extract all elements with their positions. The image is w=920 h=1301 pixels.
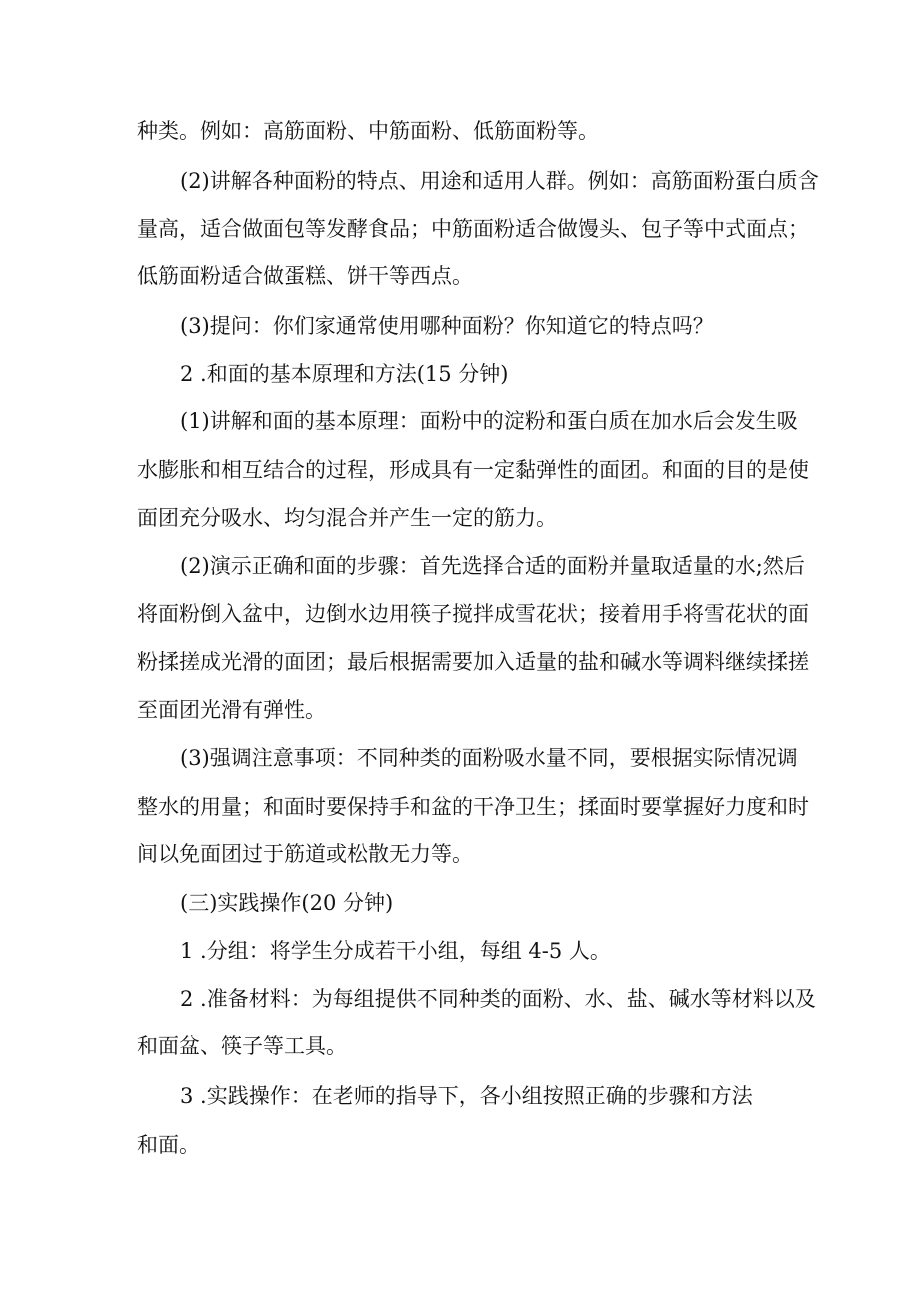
section-heading: (三)实践操作(20 分钟) [180,891,394,915]
text-line: 将面粉倒入盆中，边倒水边用筷子搅拌成雪花状；接着用手将雪花状的面 [137,602,809,626]
text-line: (3)强调注意事项：不同种类的面粉吸水量不同，要根据实际情况调 [180,746,798,770]
text-line: (2)讲解各种面粉的特点、用途和适用人群。例如：高筋面粉蛋白质含 [180,169,819,193]
text-line: 2 .准备材料：为每组提供不同种类的面粉、水、盐、碱水等材料以及 [180,987,816,1011]
text-line: 面团充分吸水、均匀混合并产生一定的筋力。 [137,506,557,530]
section-heading: 2 .和面的基本原理和方法(15 分钟) [180,362,509,386]
text-line: 3 .实践操作：在老师的指导下，各小组按照正确的步骤和方法 [180,1084,753,1108]
text-line: 粉揉搓成光滑的面团；最后根据需要加入适量的盐和碱水等调料继续揉搓 [137,650,809,674]
text-line: 低筋面粉适合做蛋糕、饼干等西点。 [137,264,473,288]
text-line: 种类。例如：高筋面粉、中筋面粉、低筋面粉等。 [137,119,599,143]
text-line: 至面团光滑有弹性。 [137,698,326,722]
text-line: 量高，适合做面包等发酵食品；中筋面粉适合做馒头、包子等中式面点； [137,217,809,241]
text-line: 整水的用量；和面时要保持手和盆的干净卫生；揉面时要掌握好力度和时 [137,795,809,819]
text-line: 和面。 [137,1133,200,1157]
text-line: 水膨胀和相互结合的过程，形成具有一定黏弹性的面团。和面的目的是使 [137,458,809,482]
text-line: (1)讲解和面的基本原理：面粉中的淀粉和蛋白质在加水后会发生吸 [180,409,798,433]
text-line: 间以免面团过于筋道或松散无力等。 [137,842,473,866]
text-line: (2)演示正确和面的步骤：首先选择合适的面粉并量取适量的水;然后 [180,554,805,578]
text-line: 和面盆、筷子等工具。 [137,1034,347,1058]
text-line: 1 .分组：将学生分成若干小组，每组 4-5 人。 [180,939,611,963]
text-line: (3)提问：你们家通常使用哪种面粉？你知道它的特点吗？ [180,314,714,338]
